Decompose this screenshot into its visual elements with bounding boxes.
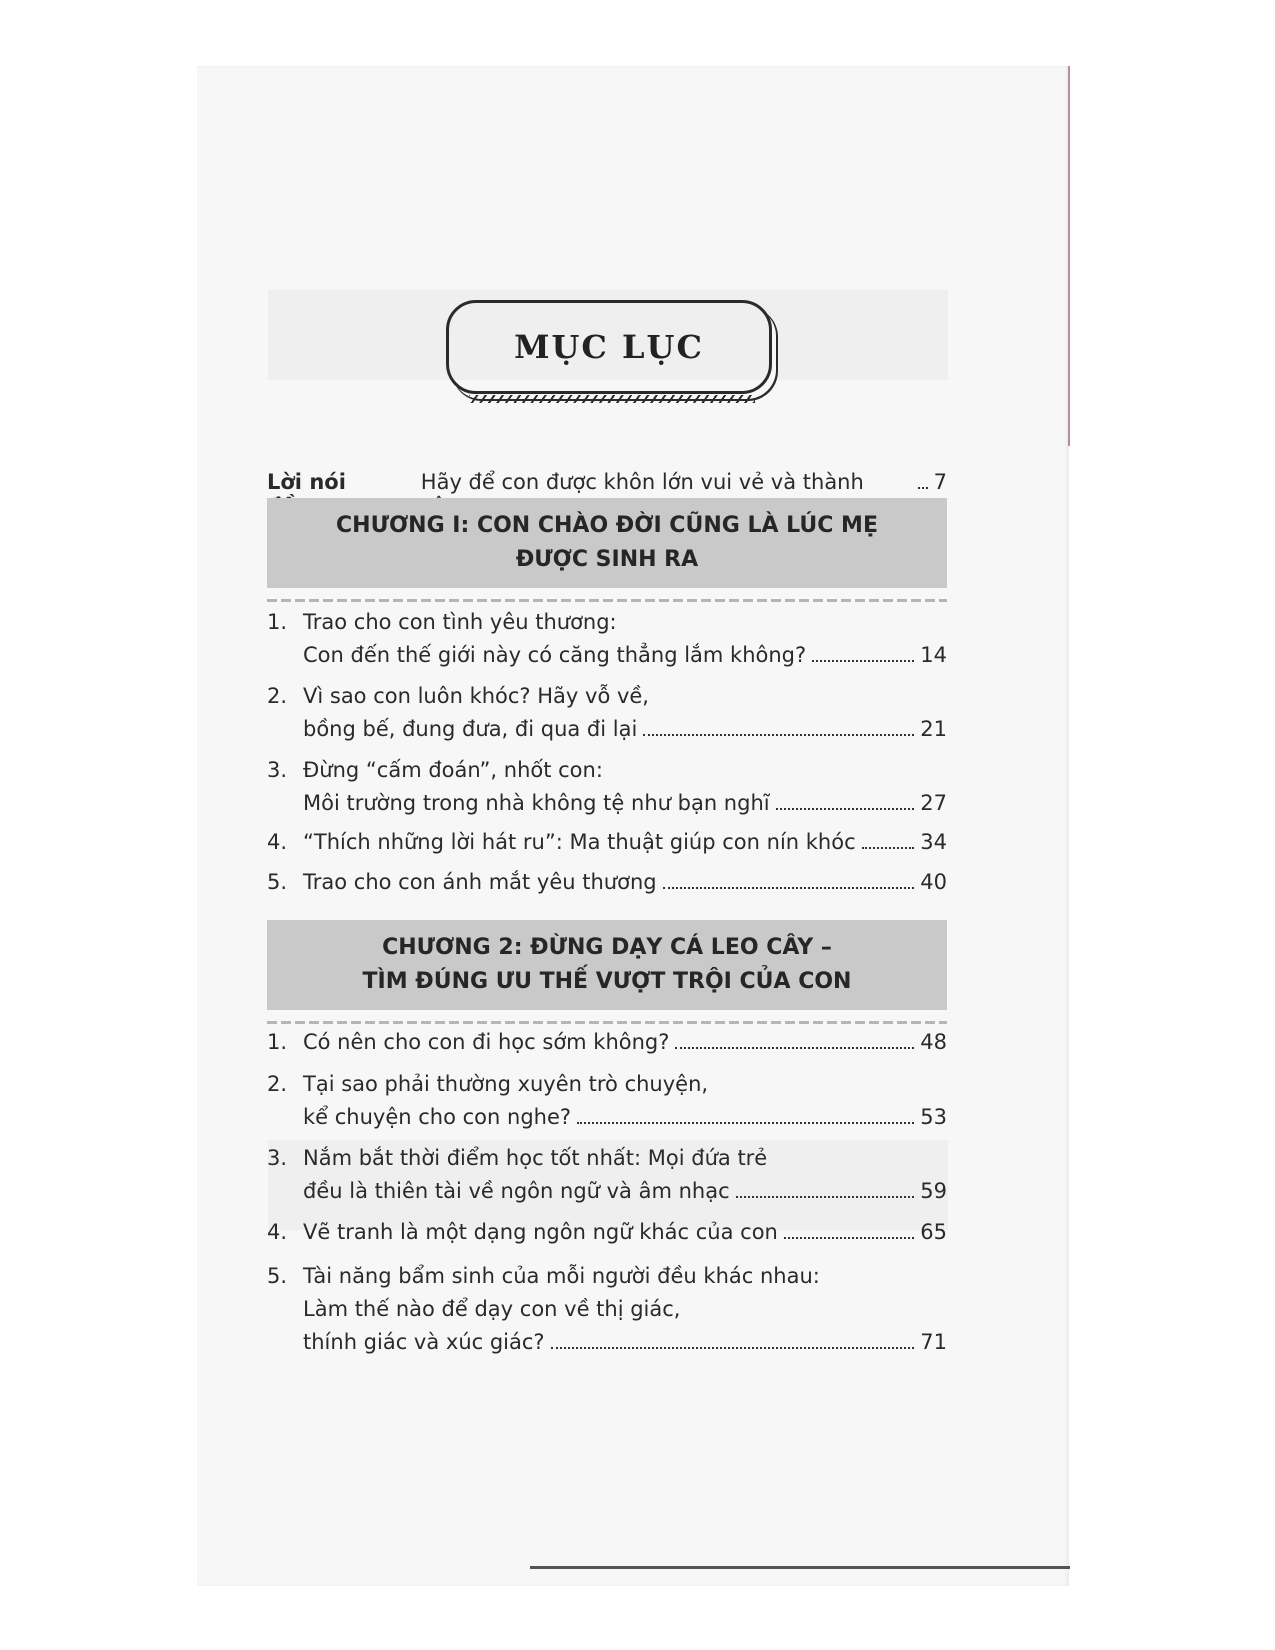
entry-number: 5. xyxy=(267,1264,288,1288)
entry-number: 4. xyxy=(267,830,288,854)
page-number: 65 xyxy=(920,1220,947,1244)
entry-number: 2. xyxy=(267,1072,288,1096)
preface-label: Lời nói xyxy=(267,470,346,494)
dot-leader xyxy=(736,1196,915,1198)
dot-leader xyxy=(577,1122,914,1124)
chapter-heading xyxy=(267,498,947,588)
page-number: 14 xyxy=(920,643,947,667)
entry-title: thính giác và xúc giác? xyxy=(303,1330,545,1354)
entry-number: 4. xyxy=(267,1220,288,1244)
dot-leader xyxy=(862,847,915,849)
chapter-title-line: TÌM ĐÚNG ƯU THẾ VƯỢT TRỘI CỦA CON xyxy=(362,969,852,994)
dot-leader xyxy=(784,1237,914,1239)
entry-title: đều là thiên tài về ngôn ngữ và âm nhạc xyxy=(303,1179,730,1203)
entry-title: Tại sao phải thường xuyên trò chuyện, xyxy=(303,1072,709,1096)
chapter-title-line: ĐƯỢC SINH RA xyxy=(515,547,699,572)
entry-number: 2. xyxy=(267,684,288,708)
entry-title: Vì sao con luôn khóc? Hãy vỗ về, xyxy=(303,684,649,708)
page-number: 27 xyxy=(920,791,947,815)
page-number: 48 xyxy=(920,1030,947,1054)
entry-title: Vẽ tranh là một dạng ngôn ngữ khác của con xyxy=(303,1220,778,1244)
entry-number: 1. xyxy=(267,610,288,634)
chapter-heading xyxy=(267,920,947,1010)
entry-title: Làm thế nào để dạy con về thị giác, xyxy=(303,1297,681,1321)
preface-title: Hãy để con được khôn lớn vui vẻ và thành xyxy=(420,470,864,494)
dot-leader xyxy=(643,734,914,736)
entry-title: Nắm bắt thời điểm học tốt nhất: Mọi đứa trẻ xyxy=(303,1146,768,1170)
entry-title: Con đến thế giới này có căng thẳng lắm không? xyxy=(303,643,807,667)
entry-number: 3. xyxy=(267,758,288,782)
toc-entry xyxy=(267,754,947,820)
toc-entry xyxy=(267,1142,947,1208)
entry-title: Có nên cho con đi học sớm không? xyxy=(303,1030,670,1054)
entry-title: Môi trường trong nhà không tệ như bạn nghĩ xyxy=(303,791,770,815)
entry-title: Đừng “cấm đoán”, nhốt con: xyxy=(303,758,603,782)
page-edge xyxy=(1068,66,1070,446)
toc-title-banner xyxy=(446,300,772,394)
page-edge xyxy=(530,1566,1070,1569)
toc-entry xyxy=(267,1260,947,1359)
toc-entry xyxy=(267,680,947,746)
entry-title: Trao cho con ánh mắt yêu thương xyxy=(303,870,657,894)
entry-number: 5. xyxy=(267,870,288,894)
dot-leader xyxy=(812,660,914,662)
dot-leader xyxy=(551,1347,915,1349)
toc-entry xyxy=(267,1026,947,1059)
entry-title: bồng bế, đung đưa, đi qua đi lại xyxy=(303,717,638,741)
toc-entry xyxy=(267,1068,947,1134)
dot-leader xyxy=(675,1047,914,1049)
entry-title: Tài năng bẩm sinh của mỗi người đều khác nhau: xyxy=(303,1264,820,1288)
entry-title: kể chuyện cho con nghe? xyxy=(303,1105,572,1129)
page-number: 7 xyxy=(933,470,947,494)
dot-leader xyxy=(663,887,915,889)
dot-leader xyxy=(776,808,915,810)
entry-number: 1. xyxy=(267,1030,288,1054)
entry-title: “Thích những lời hát ru”: Ma thuật giúp con nín khóc xyxy=(303,830,856,854)
page-number: 53 xyxy=(920,1105,947,1129)
dot-leader xyxy=(918,487,928,489)
toc-entry xyxy=(267,606,947,672)
toc-entry xyxy=(267,826,947,859)
toc-entry xyxy=(267,1216,947,1249)
page-number: 21 xyxy=(920,717,947,741)
chapter-title-line: CHƯƠNG I: CON CHÀO ĐỜI CŨNG LÀ LÚC MẸ xyxy=(336,513,878,538)
page-title: MỤC LỤC xyxy=(514,328,704,366)
page-number: 40 xyxy=(920,870,947,894)
entry-number: 3. xyxy=(267,1146,288,1170)
page-number: 71 xyxy=(920,1330,947,1354)
chapter-title-line: CHƯƠNG 2: ĐỪNG DẠY CÁ LEO CÂY – xyxy=(382,935,832,960)
page-number: 34 xyxy=(920,830,947,854)
toc-entry xyxy=(267,866,947,899)
entry-title: Trao cho con tình yêu thương: xyxy=(303,610,617,634)
page-number: 59 xyxy=(920,1179,947,1203)
